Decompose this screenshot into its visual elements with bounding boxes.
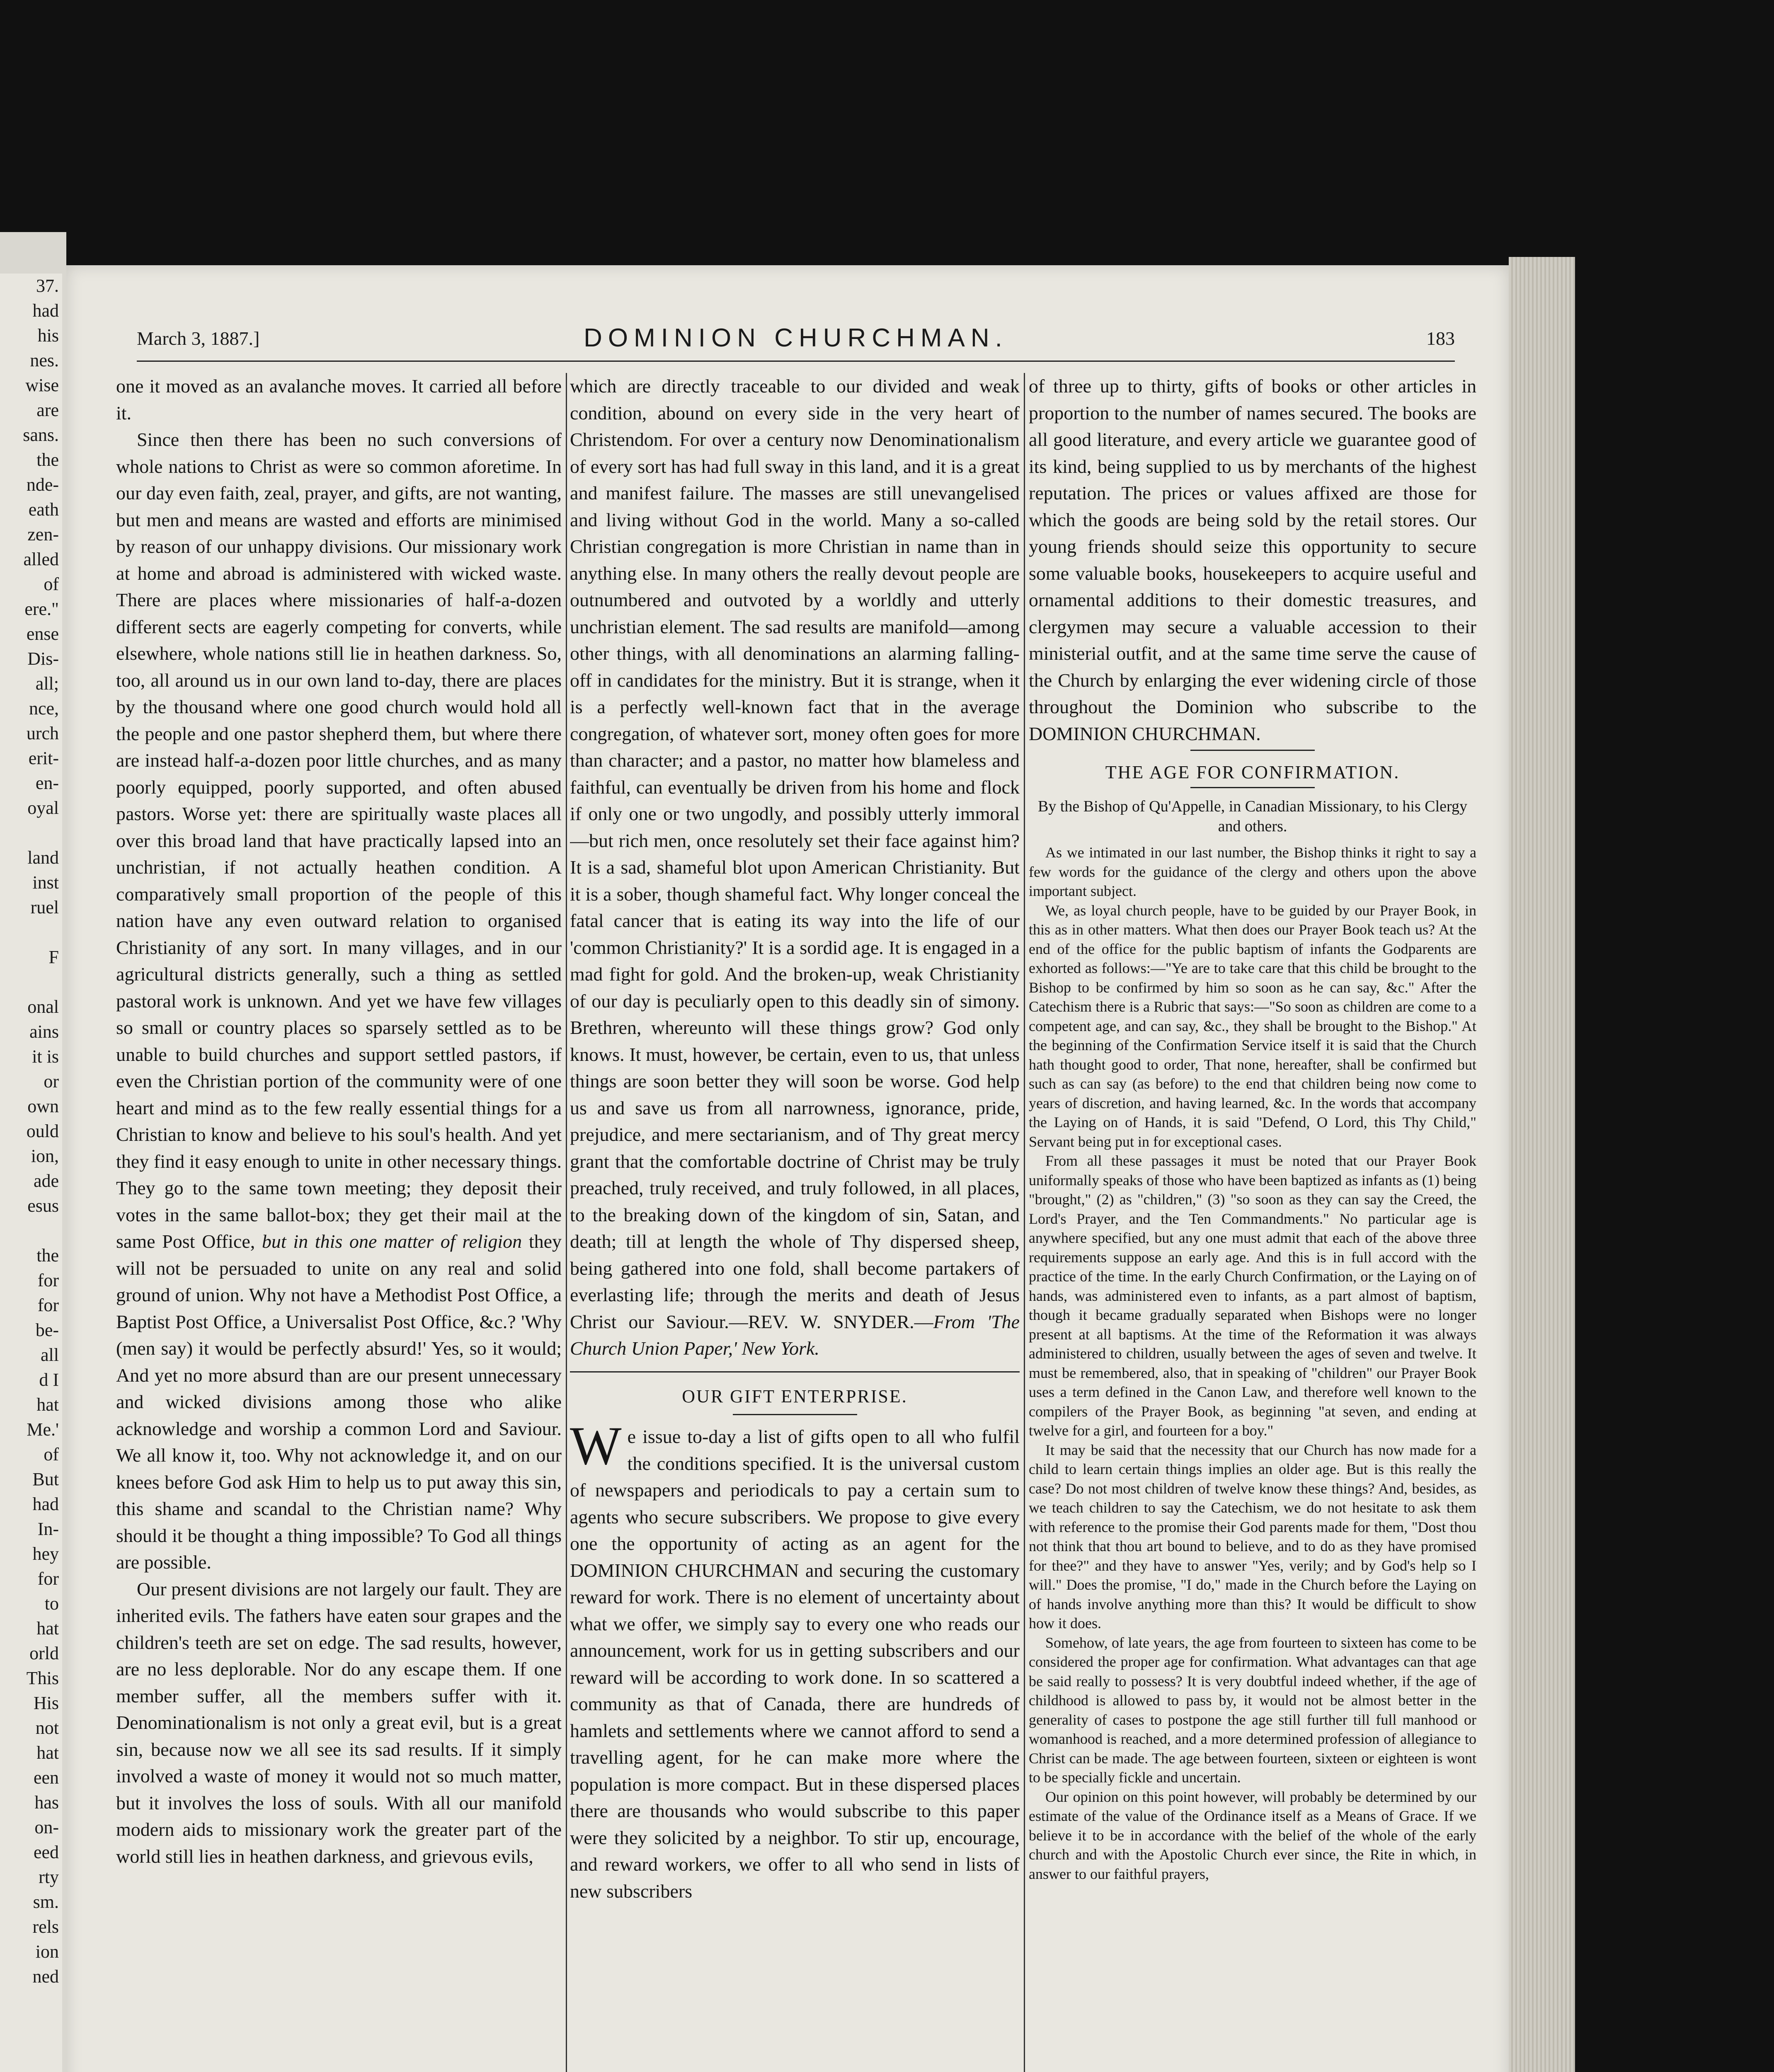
- facing-page-fragment: had: [32, 1494, 59, 1514]
- facing-page-fragment: all: [41, 1345, 59, 1365]
- facing-page-fragment: inst: [32, 872, 59, 893]
- facing-page-fragment: orld: [29, 1643, 59, 1663]
- facing-page-fragment: are: [36, 400, 59, 420]
- article-body: [1029, 843, 1476, 1883]
- column-rule: [1024, 373, 1025, 2072]
- facing-page-fragment: all;: [35, 673, 59, 694]
- facing-page-fragment: alled: [23, 549, 59, 569]
- facing-page-fragment: be-: [35, 1320, 59, 1340]
- paragraph: We issue to-day a list of gifts open to all who fulfil the conditions specified. It is the universal custom of newspapers and periodicals to pay a certain sum to agents who secure subscribers. We propose to give every one the opportunity of acting as an agent for the DOMINION CHURCHMAN and securing the customary reward for work. There is no element of uncertainty about what we offer, we simply say to every one who reads our announcement, work for us in getting subscribers and our reward will be according to work done. In so scattered a community as that of Canada, there are hundreds of hamlets and settlements where we cannot afford to send a travelling agent, for he can make more where the population is more compact. But in these dispersed places there are thousands who would subscribe to this paper were they solicited by a neighbor. To stir up, encourage, and reward workers, we offer to all who send in lists of new subscribers: [570, 1415, 1020, 1902]
- facing-page-fragment: sans.: [23, 425, 59, 445]
- issue-date: March 3, 1887.]: [137, 328, 260, 349]
- facing-page-fragment: of: [44, 574, 59, 594]
- facing-page-fragment: eath: [28, 499, 59, 520]
- facing-page-fragment: own: [27, 1096, 59, 1116]
- facing-page-fragment: ere.": [24, 599, 59, 619]
- facing-page-fragment: to: [44, 1593, 59, 1614]
- facing-page-fragment: ion,: [31, 1146, 59, 1166]
- facing-page-fragment: nde-: [26, 474, 59, 495]
- facing-page-fragment: sm.: [33, 1892, 59, 1912]
- page-number: 183: [1426, 328, 1455, 349]
- facing-page-fragment: [0, 1218, 62, 1243]
- newspaper-page: [66, 265, 1509, 2072]
- facing-page-fragment: or: [44, 1071, 59, 1092]
- facing-page-fragment: But: [32, 1469, 59, 1489]
- paragraph: one it moved as an avalanche moves. It carried all before it.: [116, 375, 562, 424]
- paragraph: As we intimated in our last number, the Bishop thinks it right to say a few words for the guidance of the clergy and others upon the above important subject.: [1029, 844, 1476, 899]
- article-divider: [1190, 750, 1315, 751]
- paragraph: Our opinion on this point however, will probably be determined by our estimate of the value of the Ordinance itself as a Means of Grace. If we believe it to be in accordance with the belief of the whole of the early church and with the Apostolic Church ever since, the Rite in which, in answer to our faithful prayers,: [1029, 1788, 1476, 1882]
- facing-page-fragment: wise: [25, 375, 59, 395]
- facing-page-fragment: ned: [32, 1966, 59, 1987]
- facing-page-fragment: for: [37, 1270, 59, 1290]
- page-edges: [1509, 257, 1575, 2072]
- paragraph: Somehow, of late years, the age from fourteen to sixteen has come to be considered the proper age for confirmation. What advantages can that age be said really to possess? It is very doubtful indeed whether, if the age of childhood is allowed to pass by, it would not be almost better in the generality of cases to postpone the age still further till full manhood or womanhood is reached, and a more determined profession of allegiance to Christ can be made. The age between fourteen, sixteen or eighteen is wont to be specially fickle and uncertain.: [1029, 1634, 1476, 1786]
- facing-page-fragment: nes.: [30, 350, 59, 370]
- facing-page-fragment: ains: [29, 1021, 59, 1042]
- paragraph: Our present divisions are not largely our fault. They are inherited evils. The fathers have eaten sour grapes and the children's teeth are set on edge. The sad results, however, are no less deplorable. Nor do any escape them. If one member suffer, all the members suffer with it. Denominationalism is not only a great evil, but is a great sin, because now we all see its sad results. If it simply involved a waste of money it would not so much matter, but it involves the loss of souls. With all our manifold modern aids to missionary work the greater part of the world still lies in heathen darkness, and grievous evils,: [116, 1578, 562, 1867]
- source-citation: From 'The Church Union Paper,' New York.: [570, 1311, 1020, 1359]
- facing-page-fragment: In-: [37, 1519, 59, 1539]
- facing-page-fragment: ense: [26, 624, 59, 644]
- facing-page-fragment: ade: [33, 1171, 59, 1191]
- header-rule: [137, 361, 1455, 362]
- facing-page-fragment: Dis-: [27, 649, 59, 669]
- article-heading: THE AGE FOR CONFIRMATION.: [1105, 762, 1400, 782]
- facing-page-fragment: [0, 970, 62, 995]
- article-divider: [570, 1371, 1020, 1372]
- column-rule: [566, 373, 567, 2072]
- facing-page-fragment: 37.: [36, 276, 59, 296]
- facing-page-fragment: F: [48, 947, 59, 967]
- facing-page-fragment: rty: [39, 1867, 59, 1887]
- facing-page-fragment: onal: [27, 997, 59, 1017]
- article-heading: OUR GIFT ENTERPRISE.: [682, 1386, 908, 1406]
- column-3: [1029, 373, 1476, 2072]
- column-1: [116, 373, 562, 2072]
- facing-page-fragment: has: [34, 1792, 59, 1813]
- facing-page-fragment: the: [36, 450, 59, 470]
- facing-page-fragment: nce,: [29, 698, 59, 719]
- paragraph: We, as loyal church people, have to be guided by our Prayer Book, in this as in other matters. What then does our Prayer Book teach us? At the end of the office for the public baptism of infants the Godparents are exhorted as follows:—"Ye are to take care that this child be brought to the Bishop to be confirmed by him so soon as he can say, &c." After the Catechism there is a Rubric that says:—"So soon as children are come to a competent age, and can say, &c., they shall be brought to the Bishop." At the beginning of the Confirmation Service itself it is said that the Church hath thought good to order, That none, hereafter, shall be confirmed but such as can say (as before) to the end that children being now come to years of discretion, and having learned, &c. In the words that accompany the Laying on of Hands, it is said "Defend, O Lord, this Thy Child," Servant being put in for exceptional cases.: [1029, 902, 1476, 1150]
- facing-page-fragment: erit-: [28, 748, 59, 768]
- facing-page-fragment: the: [36, 1245, 59, 1266]
- heading-rule: [733, 1414, 857, 1415]
- facing-page-fragment: [0, 821, 62, 845]
- facing-page-fragment: land: [27, 847, 59, 868]
- facing-page-fragment: His: [33, 1693, 59, 1713]
- column-2: [570, 373, 1020, 2072]
- facing-page-fragment: ion: [35, 1941, 59, 1962]
- facing-page-fragment: een: [33, 1767, 59, 1788]
- facing-page-fragment: This: [26, 1668, 59, 1688]
- facing-page-fragment: en-: [35, 773, 59, 793]
- facing-page-fragment: his: [37, 325, 59, 346]
- facing-page-fragment: not: [35, 1718, 59, 1738]
- article-byline: By the Bishop of Qu'Appelle, in Canadian Missionary, to his Clergy and others.: [1038, 798, 1467, 835]
- masthead-title: DOMINION CHURCHMAN.: [584, 324, 1008, 352]
- facing-page-fragment: ruel: [30, 897, 59, 917]
- heading-rule: [1190, 787, 1315, 788]
- facing-page-fragment: eed: [33, 1842, 59, 1862]
- facing-page-fragment: on-: [34, 1817, 59, 1837]
- facing-page-fragment: it is: [32, 1046, 59, 1067]
- facing-page-fragment: of: [44, 1444, 59, 1464]
- facing-page-fragment: hat: [36, 1618, 59, 1639]
- facing-page-fragment: ould: [26, 1121, 59, 1141]
- facing-page-fragment: had: [32, 300, 59, 321]
- paragraph: which are directly traceable to our divided and weak condition, abound on every side in the very heart of Christendom. For over a century now Denominationalism of every sort has had full sway in this land, and it is a great and manifest failure. The masses are still unevangelised and living without God in the world. Many a so-called Christian congregation is more Christian in name than in anything else. In many others the really devout people are outnumbered and outvoted by a worldly and utterly unchristian element. The sad results are manifold—among other things, with all denominations an alarming falling-off in candidates for the ministry. But it is strange, when it is a perfectly well-known fact that in the average congregation, of whatever sort, money often goes for more than character; and a pastor, no matter how blameless and faithful, can eventually be driven from his home and flock if only one or two ungodly, and possibly utterly immoral—but rich men, once resolutely set their face against him? It is a sad, shameful blot upon American Christianity. But it is a sober, though shameful fact. Why longer conceal the fatal cancer that is eating its way into the life of our 'common Christianity?' It is a sordid age. It is engaged in a mad fight for gold. And the broken-up, weak Christianity of our day is peculiarly open to this deadly sin of simony. Brethren, whereunto will these things grow? God only knows. It must, however, be certain, even to us, that unless things are soon better they will soon be worse. God help us and save us from all narrowness, ignorance, pride, prejudice, and mere sectarianism, and of Thy great mercy grant that the comfortable doctrine of Christ may be truly preached, truly received, and truly followed, in all places, to the breaking down of the kingdom of sin, Satan, and death; till at length the whole of Thy dispersed sheep, being gathered into one fold, shall become partakers of everlasting life; through the merits and death of Jesus Christ our Saviour.—REV. W. SNYDER.—From 'The Church Union Paper,' New York.: [570, 375, 1020, 1359]
- facing-page-fragment: hey: [32, 1544, 59, 1564]
- facing-page-fragment: zen-: [27, 524, 59, 545]
- facing-page-fragment: Me.': [27, 1419, 59, 1440]
- facing-page-fragment: oyal: [27, 798, 59, 818]
- paragraph: of three up to thirty, gifts of books or other articles in proportion to the number of names secured. The books are all good literature, and every article we guarantee good of its kind, being supplied to us by merchants of the highest reputation. The prices or values affixed are those for which the goods are being sold by the retail stores. Our young friends should seize this opportunity to secure some valuable books, housekeepers to acquire useful and ornamental additions to their domestic treasures, and clergymen may secure a valuable accession to their ministerial outfit, and at the same time serve the cause of the Church by enlarging the ever widening circle of those throughout the Dominion who subscribe to the DOMINION CHURCHMAN.: [1029, 375, 1476, 744]
- facing-page-fragment: urch: [26, 723, 59, 743]
- facing-page-fragment: for: [37, 1295, 59, 1315]
- facing-page-fragment: [0, 920, 62, 945]
- facing-page-fragment: esus: [27, 1196, 59, 1216]
- facing-page-fragment: d I: [39, 1370, 59, 1390]
- facing-page-fragment: rels: [32, 1917, 59, 1937]
- facing-page-edge: [0, 274, 62, 2072]
- paragraph: From all these passages it must be noted that our Prayer Book uniformally speaks of those who have been baptized as infants as (1) being "brought," (2) as "children," (3) "so soon as they can say the Creed, the Lord's Prayer, and the Ten Commandments." No particular age is anywhere specified, but any one must admit that each of the above three requirements suppose an early age. And this is in full accord with the practice of the time. In the early Church Confirmation, or the Laying on of hands, was administered even to infants, as a part almost of baptism, though it became gradually separated when Bishops were no longer present at all baptisms. At the time of the Reformation it was always administered to children, usually between the ages of seven and twelve. It must be remembered, also, that in speaking of "children" our Prayer Book uses a term defined in the Canon Law, and therefore well known to the compilers of the Prayer Book, as beginning "at seven, and ending at twelve for a girl, and fourteen for a boy.": [1029, 1152, 1476, 1439]
- facing-page-fragment: hat: [36, 1394, 59, 1415]
- page-header: [137, 323, 1455, 356]
- facing-page-fragment: for: [37, 1569, 59, 1589]
- paragraph: It may be said that the necessity that our Church has now made for a child to learn certain things implies an older age. But is this really the case? Do not most children of twelve know these things? And, besides, as we teach children to say the Catechism, we do not hesitate to ask them with reference to the promise their God parents made for them, "Dost thou not think that thou art bound to believe, and to do as they have promised for thee?" and they have to answer "Yes, verily; and by God's help so I will." Does the promise, "I do," made in the Church before the Laying on of hands involve anything more than this? It would be difficult to show how it does.: [1029, 1441, 1476, 1631]
- facing-page-fragment: hat: [36, 1743, 59, 1763]
- paragraph: Since then there has been no such conversions of whole nations to Christ as were so common aforetime. In our day even faith, zeal, prayer, and gifts, are not wanting, but men and means are wasted and efforts are minimised by reason of our unhappy divisions. Our missionary work at home and abroad is administered with wicked waste. There are places where missionaries of half-a-dozen different sects are eagerly competing for converts, while elsewhere, whole nations still lie in heathen darkness. So, too, all around us in our own land to-day, there are places by the thousand where one good church would hold all the people and one pastor shepherd them, but where there are instead half-a-dozen poor little churches, and as many poorly equipped, poorly supported, and often abused pastors. Worse yet: there are spiritually waste places all over this broad land that have practically lapsed into an unchristian, if not actually heathen condition. A comparatively small proportion of the people of this nation have any even outward relation to organised Christianity of any sort. In many villages, and in our agricultural districts generally, such a thing as settled pastoral work is unknown. And yet we have few villages so small or country places so sparsely settled as to be unable to build churches and support settled pastors, if even the Christian portion of the community were of one heart and mind as to the few really essential things for a Christian to know and believe to his soul's health. And yet they find it easy enough to unite in other necessary things. They go to the same town meeting; they deposit their votes in the same ballot-box; they get their mail at the same Post Office, but in this one matter of religion they will not be persuaded to unite on any real and solid ground of union. Why not have a Methodist Post Office, a Baptist Post Office, a Universalist Post Office, &c.? 'Why (men say) it would be perfectly absurd!' Yes, so it would; And yet no more absurd than are our present unnecessary and wicked divisions among those who alike acknowledge and worship a common Lord and Saviour. We all know it, too. Why not acknowledge it, and on our knees before God ask Him to help us to put away this sin, this shame and scandal to the Christian name? Why should it be thought a thing impossible? To God all things are possible.: [116, 429, 562, 1573]
